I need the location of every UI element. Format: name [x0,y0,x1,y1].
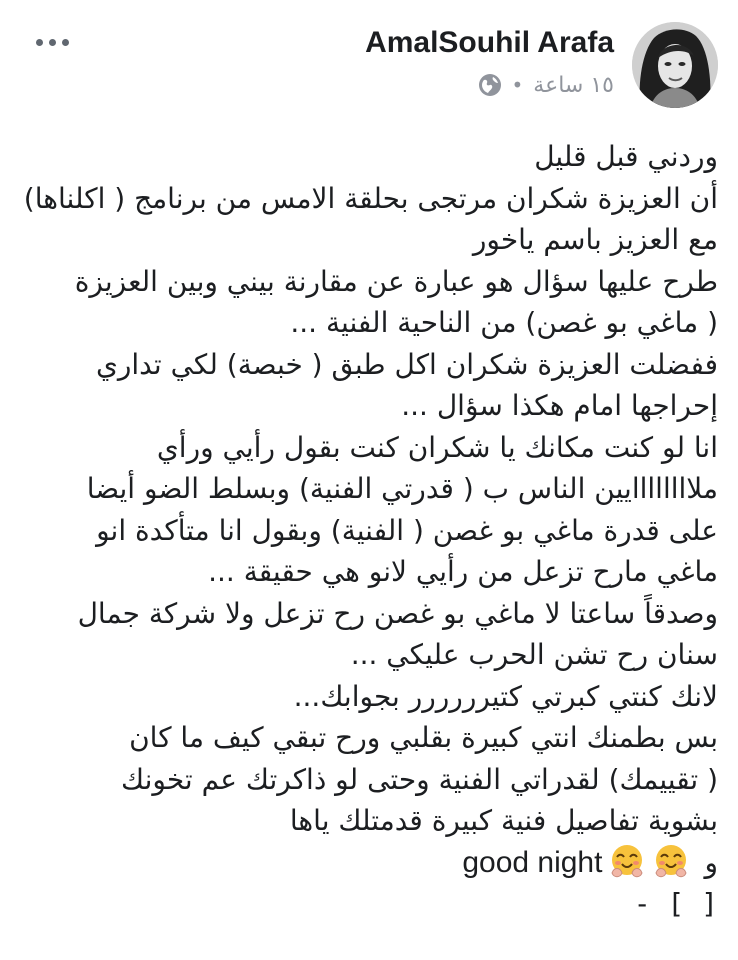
more-dot [62,39,69,46]
post-line: بشوية تفاصيل فنية كبيرة قدمتلك ياها [289,804,718,837]
post-line: ( تقييمك) لقدراتي الفنية وحتى لو ذاكرتك عم تخونك [121,762,718,796]
post-line: على قدرة ماغي بو غصن ( الفنية) وبقول انا متأكدة انو [96,513,718,547]
post-line: ماغي مارح تزعل من رأيي لانو هي حقيقة ... [208,555,718,588]
more-dots-icon [36,39,43,46]
author-name[interactable]: AmalSouhil Arafa [365,26,614,59]
closing-text: good night [462,845,603,879]
checkbox-line: - [ ] [633,887,718,920]
post-line: طرح عليها سؤال هو عبارة عن مقارنة بيني وبين العزيزة [74,264,718,298]
post-line: ملاااااااايين الناس ب ( قدرتي الفنية) وبسلط الضو أيضا [86,472,718,505]
more-dot [49,39,56,46]
post-line: ( ماغي بو غصن) من الناحية الفنية ... [290,306,718,339]
post-meta [478,70,615,100]
smiling-face-with-open-hands-icon [652,843,690,881]
meta-separator: • [511,73,524,97]
post-header [0,0,738,110]
post-line: ففضلت العزيزة شكران اكل طبق ( خبصة) لكي تداري [95,347,718,381]
post-timestamp[interactable]: ١٥ ساعة [533,72,614,98]
closing-conjunction: و [704,845,718,879]
author-avatar[interactable] [632,22,718,108]
closing-line [22,842,718,884]
post-line: مع العزيز باسم ياخور [472,223,718,256]
post-line: إحراجها امام هكذا سؤال ... [401,389,718,422]
post-line: بس بطمنك انتي كبيرة بقلبي ورح تبقي كيف ما كان [129,721,718,754]
smiling-face-with-open-hands-icon [608,843,646,881]
post-line: سنان رح تشن الحرب عليكي ... [350,638,718,671]
post-line: وصدقاً ساعتا لا ماغي بو غصن رح تزعل ولا شركة جمال [77,596,718,630]
post-text [22,136,718,925]
post-line: أن العزيزة شكران مرتجى بحلقة الامس من برنامج ( اكلناها) [23,181,718,215]
post-line: وردني قبل قليل [534,140,718,173]
post-line: انا لو كنت مكانك يا شكران كنت بقول رأيي ورأي [156,430,718,464]
globe-icon[interactable] [478,73,502,97]
post-line: لانك كنتي كبرتي كتيرررررر بجوابك... [293,679,718,713]
more-options-button[interactable] [30,30,74,54]
